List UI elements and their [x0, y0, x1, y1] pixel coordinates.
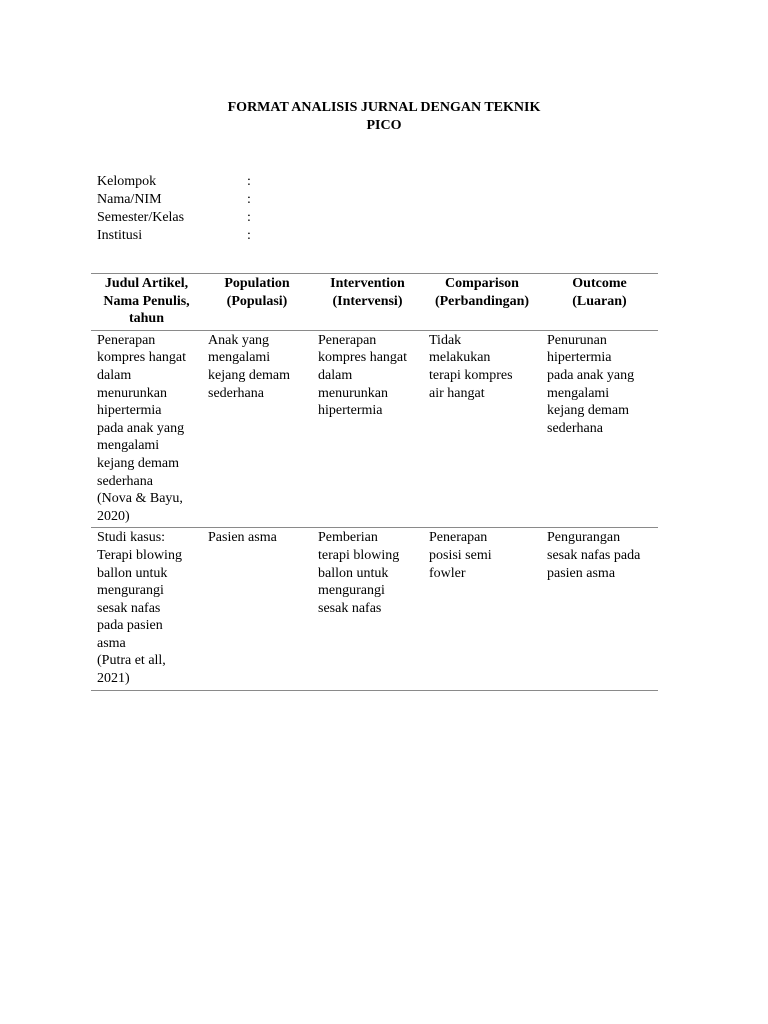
document-title [184, 99, 584, 135]
cell-intervention: Pemberian terapi blowing ballon untuk mengurangi sesak nafas [318, 530, 400, 616]
identity-form [97, 173, 267, 245]
field-institusi [97, 227, 267, 245]
field-label: Kelompok [97, 174, 157, 189]
table-header-row [91, 274, 658, 331]
header-population: Population (Populasi) [224, 276, 290, 309]
cell-comparison: Tidak melakukan terapi kompres air hangat [429, 332, 513, 401]
cell-intervention: Penerapan kompres hangat dalam menurunkan hipertermia [318, 332, 408, 419]
field-nama-nim [97, 191, 267, 209]
cell-population: Anak yang mengalami kejang demam sederhana [208, 332, 291, 401]
field-colon: : [247, 228, 251, 243]
field-colon: : [247, 174, 251, 189]
field-label: Nama/NIM [97, 192, 162, 207]
document-title-line-1: FORMAT ANALISIS JURNAL DENGAN TEKNIK [227, 100, 541, 115]
cell-population: Pasien asma [208, 530, 277, 546]
header-comparison: Comparison (Perbandingan) [434, 276, 530, 309]
field-kelompok [97, 173, 267, 191]
pico-analysis-table [91, 273, 658, 691]
header-outcome: Outcome (Luaran) [572, 276, 627, 309]
field-colon: : [247, 210, 251, 225]
table-row [91, 330, 658, 528]
field-label: Semester/Kelas [97, 210, 185, 225]
field-label: Institusi [97, 228, 143, 243]
cell-outcome: Pengurangan sesak nafas pada pasien asma [547, 530, 641, 581]
field-colon: : [247, 192, 251, 207]
cell-judul-artikel: Studi kasus: Terapi blowing ballon untuk mengurangi sesak nafas pada pasien asma (Putra et all, 2021) [97, 530, 182, 687]
cell-judul-artikel: Penerapan kompres hangat dalam menurunkan hipertermia pada anak yang mengalami kejang demam sederhana (Nova & Bayu, 2020) [97, 332, 187, 524]
document-title-line-2: PICO [366, 118, 402, 133]
cell-outcome: Penurunan hipertermia pada anak yang mengalami kejang demam sederhana [547, 332, 635, 436]
header-judul-artikel: Judul Artikel, Nama Penulis, tahun [103, 276, 190, 327]
field-semester-kelas [97, 209, 267, 227]
cell-comparison: Penerapan posisi semi fowler [429, 530, 492, 581]
table-row [91, 528, 658, 690]
header-intervention: Intervention (Intervensi) [330, 276, 405, 309]
